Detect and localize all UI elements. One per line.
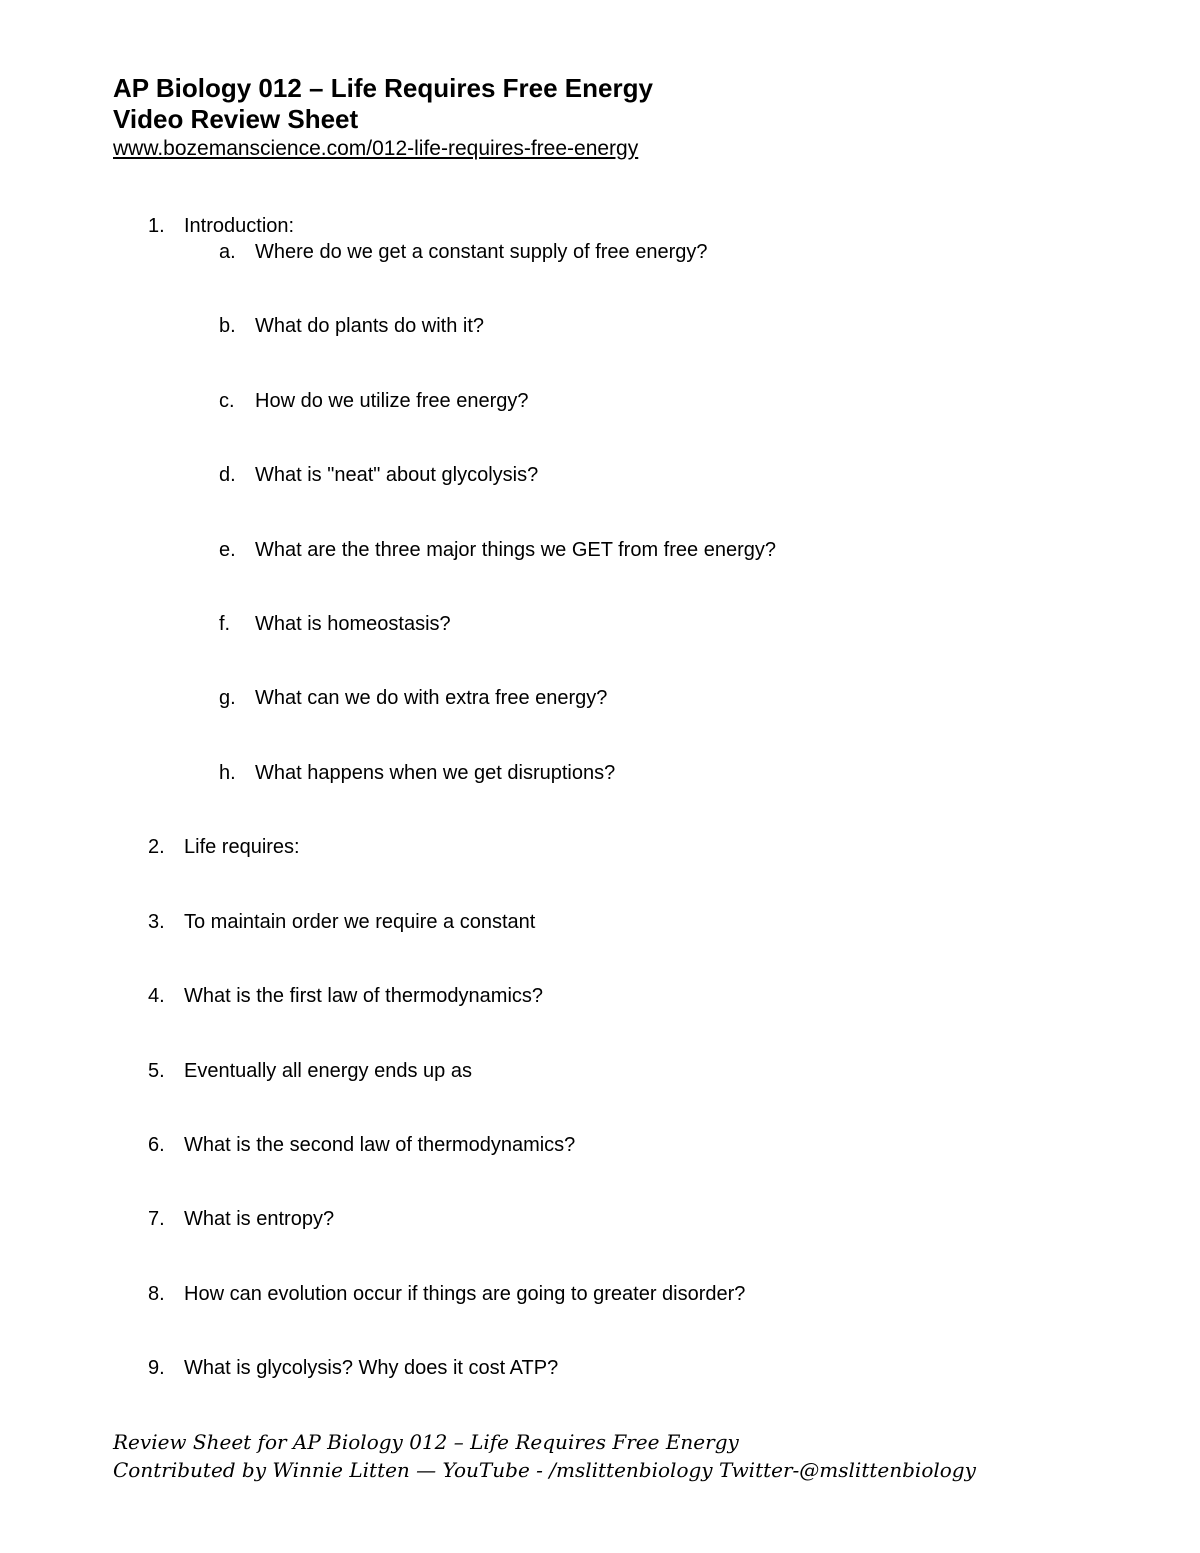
question-text: What is the second law of thermodynamics? (184, 1134, 576, 1156)
sub-question-text: What is homeostasis? (255, 613, 451, 635)
sub-question-letter: g. (219, 687, 236, 709)
question-number: 8. (148, 1283, 165, 1305)
sub-question-text: What happens when we get disruptions? (255, 762, 616, 784)
document-title: AP Biology 012 – Life Requires Free Energy (113, 73, 653, 103)
question-text: Life requires: (184, 836, 300, 858)
question-text: To maintain order we require a constant (184, 911, 536, 933)
sub-question-letter: c. (219, 390, 235, 412)
sub-question-letter: b. (219, 315, 236, 337)
sub-question-letter: e. (219, 539, 236, 561)
sub-question-letter: a. (219, 241, 236, 263)
sub-question-text: What do plants do with it? (255, 315, 485, 337)
sub-question-letter: h. (219, 762, 236, 784)
question-text: How can evolution occur if things are going to greater disorder? (184, 1283, 746, 1305)
sub-question-letter: d. (219, 464, 236, 486)
sub-question-text: Where do we get a constant supply of free energy? (255, 241, 708, 263)
question-number: 3. (148, 911, 165, 933)
question-text: What is the first law of thermodynamics? (184, 985, 544, 1007)
footer-line-1: Review Sheet for AP Biology 012 – Life Requires Free Energy (113, 1430, 739, 1454)
question-number: 6. (148, 1134, 165, 1156)
question-text: Eventually all energy ends up as (184, 1060, 472, 1082)
question-number: 1. (148, 215, 165, 237)
document-subtitle: Video Review Sheet (113, 104, 359, 134)
question-number: 2. (148, 836, 165, 858)
sub-question-letter: f. (219, 613, 231, 635)
sub-question-text: What are the three major things we GET from free energy? (255, 539, 776, 561)
question-text: What is glycolysis? Why does it cost ATP? (184, 1357, 559, 1379)
question-number: 5. (148, 1060, 165, 1082)
sub-question-text: What can we do with extra free energy? (255, 687, 608, 709)
footer-line-2: Contributed by Winnie Litten — YouTube - /mslittenbiology Twitter-@mslittenbiology (113, 1458, 976, 1482)
source-link[interactable]: www.bozemanscience.com/012-life-requires-free-energy (113, 137, 639, 160)
question-text: Introduction: (184, 215, 295, 237)
question-text: What is entropy? (184, 1208, 335, 1230)
question-number: 7. (148, 1208, 165, 1230)
question-number: 9. (148, 1357, 165, 1379)
sub-question-text: How do we utilize free energy? (255, 390, 529, 412)
sub-question-text: What is "neat" about glycolysis? (255, 464, 539, 486)
question-number: 4. (148, 985, 165, 1007)
